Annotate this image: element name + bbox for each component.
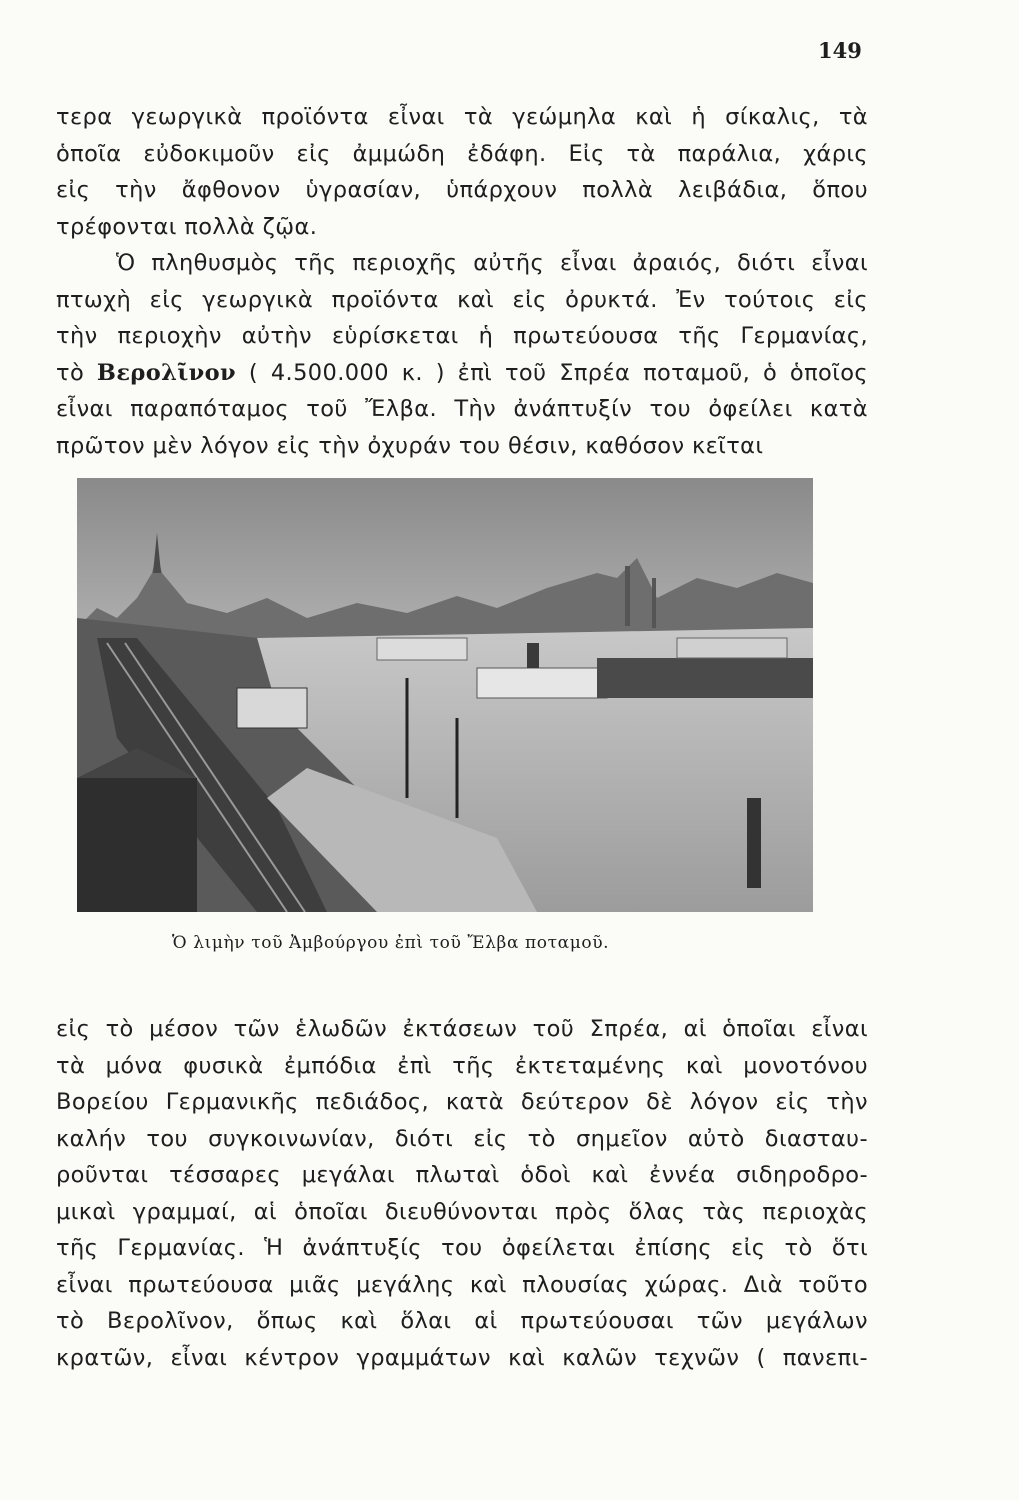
text-line: εἶναι παραπόταμος τοῦ Ἔλβα. Τὴν ἀνάπτυξίν του ὀφείλει κατὰ <box>56 396 868 422</box>
city-name: Βερολῖνον <box>96 359 237 386</box>
text-line: ὁποῖα εὐδοκιμοῦν εἰς ἀμμώδη ἐδάφη. Εἰς τὰ παράλια, χάρις <box>56 140 868 167</box>
steamship <box>677 638 787 658</box>
text-line: τὰ μόνα φυσικὰ ἐμπόδια ἐπὶ τῆς ἐκτεταμένης καὶ μονοτόνου <box>56 1052 868 1079</box>
text-line <box>56 355 868 392</box>
text-line: τρέφονται πολλὰ ζῷα. <box>56 213 318 240</box>
text-line: καλήν του συγκοινωνίαν, διότι εἰς τὸ σημεῖον αὐτὸ διασταυ- <box>56 1125 868 1152</box>
page-number: 149 <box>818 38 862 63</box>
top-text-block <box>56 99 868 464</box>
text-line: τῆς Γερμανίας. Ἡ ἀνάπτυξίς του ὀφείλεται ἐπίσης εἰς τὸ ὅτι <box>56 1235 868 1261</box>
text-line: πρῶτον μὲν λόγον εἰς τὴν ὀχυράν του θέσιν, καθόσον κεῖται <box>56 432 764 459</box>
text-line: τὴν περιοχὴν αὐτὴν εὑρίσκεται ἡ πρωτεύουσα τῆς Γερμανίας, <box>56 323 868 349</box>
text-line: Ὁ πληθυσμὸς τῆς περιοχῆς αὐτῆς εἶναι ἀραιός, διότι εἶναι <box>116 250 868 276</box>
dolphin-pile <box>747 798 761 888</box>
figure-caption: Ὁ λιμὴν τοῦ Ἀμβούργου ἐπὶ τοῦ Ἔλβα ποταμοῦ. <box>172 933 610 953</box>
building <box>77 778 197 912</box>
text-line: εἶναι πρωτεύουσα μιᾶς μεγάλης καὶ πλουσίας χώρας. Διὰ τοῦτο <box>56 1271 868 1298</box>
text-line: κρατῶν, εἶναι κέντρον γραμμάτων καὶ καλῶν τεχνῶν ( πανεπι- <box>56 1344 868 1371</box>
steamship <box>377 638 467 660</box>
crane <box>652 578 656 628</box>
text-line: Βορείου Γερμανικῆς πεδιάδος, κατὰ δεύτερον δὲ λόγον εἰς τὴν <box>56 1089 868 1115</box>
text-segment: τὸ <box>56 359 85 386</box>
text-segment: ( 4.500.000 κ. ) ἐπὶ τοῦ Σπρέα ποταμοῦ, ὁ ὁποῖος <box>248 359 868 386</box>
text-line: μικαὶ γραμμαί, αἱ ὁποῖαι διευθύνονται πρὸς ὅλας τὰς περιοχὰς <box>56 1198 868 1225</box>
steamship <box>477 668 607 698</box>
harbor-photo <box>77 478 813 912</box>
text-line: ροῦνται τέσσαρες μεγάλαι πλωταὶ ὁδοὶ καὶ ἐννέα σιδηροδρο- <box>56 1162 868 1188</box>
building <box>237 688 307 728</box>
steamship-funnel <box>527 643 539 668</box>
text-line: εἰς τὸ μέσον τῶν ἑλωδῶν ἐκτάσεων τοῦ Σπρέα, αἱ ὁποῖαι εἶναι <box>56 1016 868 1042</box>
text-line: πτωχὴ εἰς γεωργικὰ προϊόντα καὶ εἰς ὀρυκτά. Ἐν τούτοις εἰς <box>56 286 868 313</box>
text-line: τὸ Βερολῖνον, ὅπως καὶ ὅλαι αἱ πρωτεύουσαι τῶν μεγάλων <box>56 1308 868 1334</box>
text-line: τερα γεωργικὰ προϊόντα εἶναι τὰ γεώμηλα καὶ ἡ σίκαλις, τὰ <box>56 104 868 130</box>
pier <box>597 658 813 698</box>
bottom-text-block <box>56 1011 868 1376</box>
text-line: εἰς τὴν ἄφθονον ὑγρασίαν, ὑπάρχουν πολλὰ λειβάδια, ὅπου <box>56 177 868 203</box>
crane <box>625 566 630 626</box>
